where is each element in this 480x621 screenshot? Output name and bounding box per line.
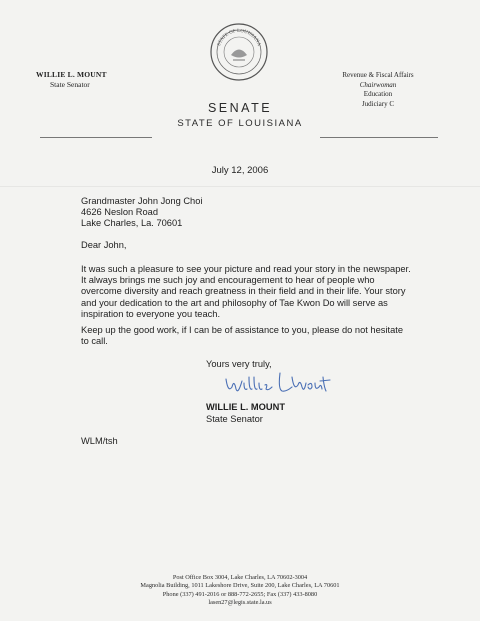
handwritten-signature bbox=[222, 365, 332, 401]
address-line: Lake Charles, La. 70601 bbox=[81, 218, 183, 229]
address-line: 4626 Neslon Road bbox=[81, 207, 159, 218]
greeting: Dear John, bbox=[81, 240, 127, 250]
committee-line: Chairwoman bbox=[359, 80, 397, 89]
divider bbox=[320, 137, 438, 138]
footer-line: Post Office Box 3004, Lake Charles, LA 70602-3004 bbox=[172, 574, 308, 581]
senate-heading: SENATE bbox=[207, 101, 273, 115]
committee-line: Revenue & Fiscal Affairs bbox=[342, 71, 414, 79]
footer-address bbox=[0, 574, 480, 608]
signatory-title: State Senator bbox=[206, 414, 263, 424]
closing: Yours very truly, bbox=[206, 359, 272, 369]
seal-text: STATE OF LOUISIANA bbox=[216, 28, 262, 47]
sender-title: State Senator bbox=[50, 80, 90, 89]
footer-line: Phone (337) 491-2016 or 888-772-2655; Fax (337) 433-8080 bbox=[162, 590, 318, 598]
footer-line: Magnolia Building, 1011 Lakeshore Drive, Suite 200, Lake Charles, LA 70601 bbox=[140, 582, 340, 590]
signatory-name: WILLIE L. MOUNT bbox=[206, 402, 286, 412]
sender-name: WILLIE L. MOUNT bbox=[36, 70, 107, 79]
address-line: Grandmaster John Jong Choi bbox=[81, 196, 203, 206]
committee-line: Education bbox=[363, 90, 393, 98]
body-paragraph: Keep up the good work, if I can be of assistance to you, please do not hesitate to call. bbox=[81, 325, 403, 347]
footer-line: lasen27@legis.state.la.us bbox=[208, 599, 272, 607]
committee-line: Judiciary C bbox=[361, 99, 395, 108]
typist-initials: WLM/tsh bbox=[81, 436, 118, 446]
sender-header bbox=[36, 70, 107, 90]
recipient-address bbox=[81, 196, 411, 230]
body-paragraph: It was such a pleasure to see your picture and read your story in the newspaper. It always brings me such joy and encouragement to hear of people who overcome diversity and reach greatness in their field and in their life. Your story and your dedication to the art and philosophy of Tae Kwon Do will serve as inspiration to everyone you teach. bbox=[81, 264, 411, 319]
state-seal-icon bbox=[209, 22, 269, 82]
divider bbox=[40, 137, 152, 138]
state-heading: STATE OF LOUISIANA bbox=[177, 118, 303, 129]
letter-date: July 12, 2006 bbox=[211, 165, 269, 176]
page-fold bbox=[0, 186, 480, 187]
